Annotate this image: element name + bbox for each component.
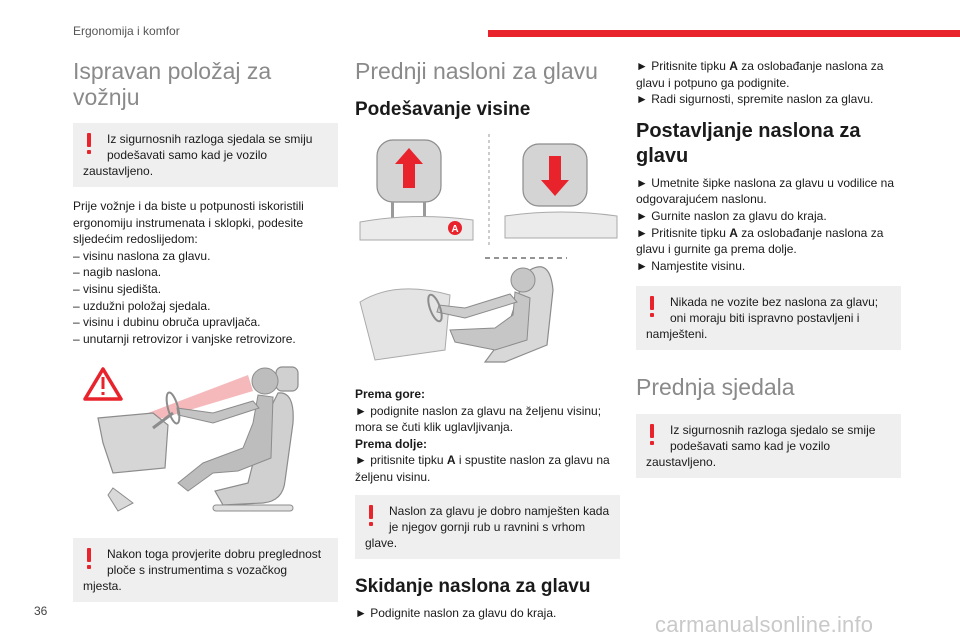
text-line: sljedećim redoslijedom: — [73, 232, 198, 247]
text-line — [636, 225, 901, 242]
driver-position-illustration — [73, 363, 338, 518]
list-item: – uzdužni položaj sjedala. — [73, 298, 211, 313]
warning-text: Naslon za glavu je dobro namješten kada — [389, 503, 610, 518]
list-item: – nagib naslona. — [73, 265, 162, 280]
text-segment: ► Pritisnite tipku — [636, 225, 730, 240]
warning-icon — [369, 505, 373, 519]
list-item: – unutarnji retrovizor i vanjske retrovizore. — [73, 331, 296, 346]
headrest-down-figure — [505, 144, 617, 238]
key-label: A — [729, 225, 738, 240]
list-item: – visinu naslona za glavu. — [73, 248, 211, 263]
subsection-title: Skidanje naslona za glavu — [355, 575, 591, 597]
watermark: carmanualsonline.info — [655, 612, 874, 637]
warning-text: oni moraju biti ispravno postavljeni i — [670, 311, 860, 326]
driver-seated-figure — [360, 267, 553, 362]
text-segment: ► Pritisnite tipku — [636, 59, 730, 73]
section-title — [73, 58, 338, 110]
title-line: vožnju — [73, 84, 140, 110]
warning-triangle-icon — [85, 369, 121, 399]
text-segment: ► pritisnite tipku — [355, 453, 447, 468]
title-line: glavu — [636, 144, 689, 167]
text-line: mora se čuti klik uglavljivanja. — [355, 420, 514, 435]
text-line: ► Radi sigurnosti, spremite naslon za glavu. — [636, 92, 874, 107]
callout-label: A — [451, 224, 459, 235]
text-line: glavu i gurnite ga prema dolje. — [636, 242, 797, 257]
column-3 — [636, 50, 901, 478]
section-title: Prednja sjedala — [636, 374, 795, 401]
warning-box — [73, 538, 338, 602]
column-2 — [355, 50, 620, 621]
warning-box — [355, 495, 620, 559]
removal-continued — [636, 58, 901, 108]
text-line: ergonomiju instrumenata i sklopki, podesite — [73, 215, 304, 230]
warning-text: Nikada ne vozite bez naslona za glavu; — [670, 295, 879, 310]
warning-icon — [87, 133, 91, 147]
text-line: glavu i potpuno ga podignite. — [636, 75, 790, 90]
dashboard — [98, 413, 168, 473]
subsection-title — [636, 119, 901, 169]
warning-text: Iz sigurnosnih razloga sjedalo se smije — [670, 423, 876, 438]
text-line: željenu visinu. — [355, 469, 431, 484]
title-line: Postavljanje naslona za — [636, 119, 861, 142]
warning-text: podešavati samo kad je vozilo — [670, 439, 831, 454]
header-accent-bar — [488, 30, 960, 37]
warning-icon — [87, 548, 91, 562]
subsection-title: Podešavanje visine — [355, 99, 531, 120]
running-header: Ergonomija i komfor — [73, 24, 180, 38]
adjustment-instructions — [355, 386, 620, 486]
warning-icon — [650, 296, 654, 310]
headrest-illustration — [355, 130, 620, 380]
text-line — [636, 58, 901, 75]
text-line: ► podignite naslon za glavu na željenu visinu; — [355, 403, 602, 418]
headrest — [276, 367, 298, 391]
driver-head — [252, 368, 278, 394]
warning-box — [636, 286, 901, 350]
title-line: Ispravan položaj za — [73, 58, 272, 84]
warning-icon — [650, 424, 654, 438]
text-segment: za oslobađanje naslona za — [737, 59, 884, 73]
text-line: odgovarajućem naslonu. — [636, 192, 767, 207]
column-1 — [73, 50, 338, 602]
install-instructions — [636, 175, 901, 275]
headrest-up-figure — [360, 140, 473, 240]
text-line — [355, 452, 620, 469]
list-item: – visinu i dubinu obruča upravljača. — [73, 315, 261, 330]
warning-box — [636, 414, 901, 478]
text-line: ► Namjestite visinu. — [636, 258, 746, 273]
instruction-heading: Prema gore: — [355, 387, 426, 401]
key-label: A — [446, 453, 456, 468]
warning-text: Iz sigurnosnih razloga sjedala se smiju — [107, 132, 313, 146]
text-line: ► Gurnite naslon za glavu do kraja. — [636, 208, 827, 223]
warning-box — [73, 123, 338, 187]
text-segment: i spustite naslon za glavu na — [455, 453, 610, 468]
warning-text: namješteni. — [646, 327, 708, 342]
list-item: – visinu sjedišta. — [73, 281, 162, 296]
warning-text: zaustavljeno. — [83, 164, 154, 178]
warning-text: zaustavljeno. — [646, 455, 717, 470]
warning-text: podešavati samo kad je vozilo — [107, 148, 268, 162]
key-label: A — [729, 59, 738, 73]
section-title: Prednji nasloni za glavu — [355, 58, 598, 84]
text-line: ► Umetnite šipke naslona za glavu u vodilice na — [636, 175, 895, 190]
instruction-heading: Prema dolje: — [355, 436, 428, 451]
warning-text: ploče s instrumentima s vozačkog — [107, 563, 288, 578]
text-line: Prije vožnje i da biste u potpunosti iskoristili — [73, 199, 304, 213]
page-number: 36 — [34, 604, 48, 618]
warning-text: Nakon toga provjerite dobru preglednost — [107, 547, 322, 562]
warning-text: glave. — [365, 535, 398, 550]
intro-paragraph — [73, 198, 338, 347]
warning-text: je njegov gornji rub u ravnini s vrhom — [389, 519, 586, 534]
text-line: ► Podignite naslon za glavu do kraja. — [355, 605, 557, 620]
text-segment: za oslobađanje naslona za — [737, 225, 884, 240]
warning-text: mjesta. — [83, 579, 122, 594]
